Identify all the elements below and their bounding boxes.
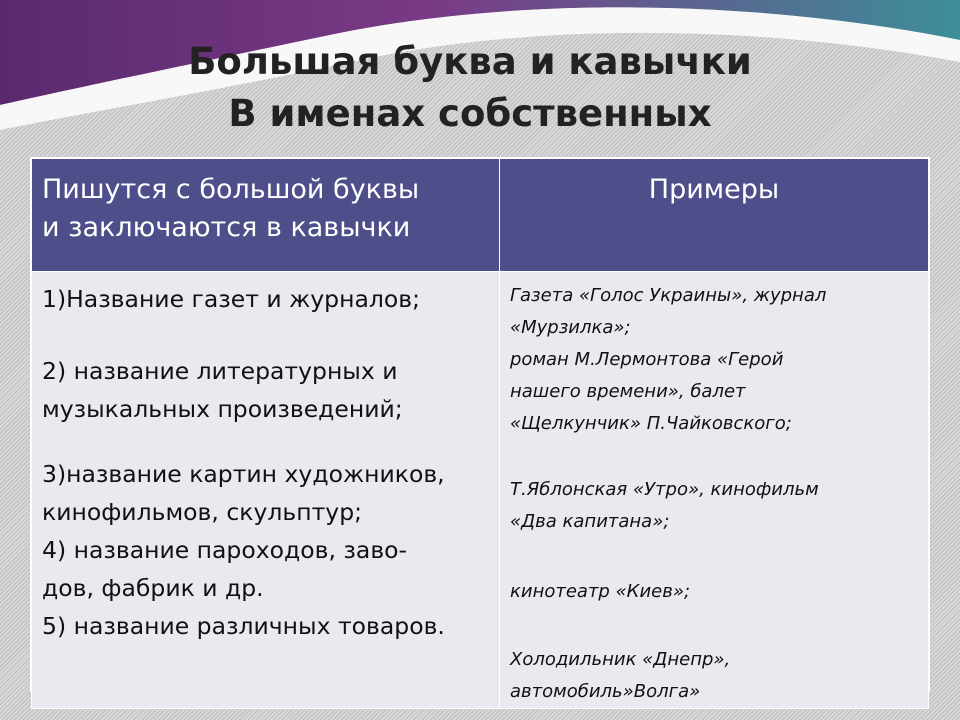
category-line: кинофильмов, скульптур; xyxy=(42,498,363,526)
category-line: 2) название литературных и xyxy=(42,357,398,385)
title-line-1: Большая буква и кавычки xyxy=(188,40,752,83)
example-line: «Мурзилка»; xyxy=(510,317,631,338)
header-left-line-1: Пишутся с большой буквы xyxy=(42,174,420,205)
examples-cell xyxy=(500,272,929,709)
example-line: автомобиль»Волга» xyxy=(510,681,701,702)
header-cell-rule xyxy=(32,159,500,272)
category-line: 4) название пароходов, заво- xyxy=(42,536,408,564)
category-line: 1)Название газет и журналов; xyxy=(42,285,421,313)
header-right-label: Примеры xyxy=(648,174,780,205)
categories-cell xyxy=(32,272,500,709)
example-line: нашего времени», балет xyxy=(510,381,746,402)
category-line: дов, фабрик и др. xyxy=(42,574,264,602)
rules-table xyxy=(30,157,930,702)
header-cell-examples xyxy=(500,159,929,272)
example-line: Газета «Голос Украины», журнал xyxy=(510,285,827,306)
slide-title xyxy=(0,36,940,140)
example-line: «Щелкунчик» П.Чайковского; xyxy=(510,413,792,434)
category-line: 3)название картин художников, xyxy=(42,460,445,488)
category-line: 5) название различных товаров. xyxy=(42,612,445,640)
example-line: кинотеатр «Киев»; xyxy=(510,581,691,602)
example-line: «Два капитана»; xyxy=(510,511,670,532)
example-line: Холодильник «Днепр», xyxy=(510,649,731,670)
title-line-2: В именах собственных xyxy=(228,92,712,135)
category-line: музыкальных произведений; xyxy=(42,395,403,423)
example-line: Т.Яблонская «Утро», кинофильм xyxy=(510,479,819,500)
header-left-line-2: и заключаются в кавычки xyxy=(42,212,411,243)
example-line: роман М.Лермонтова «Герой xyxy=(510,349,784,370)
